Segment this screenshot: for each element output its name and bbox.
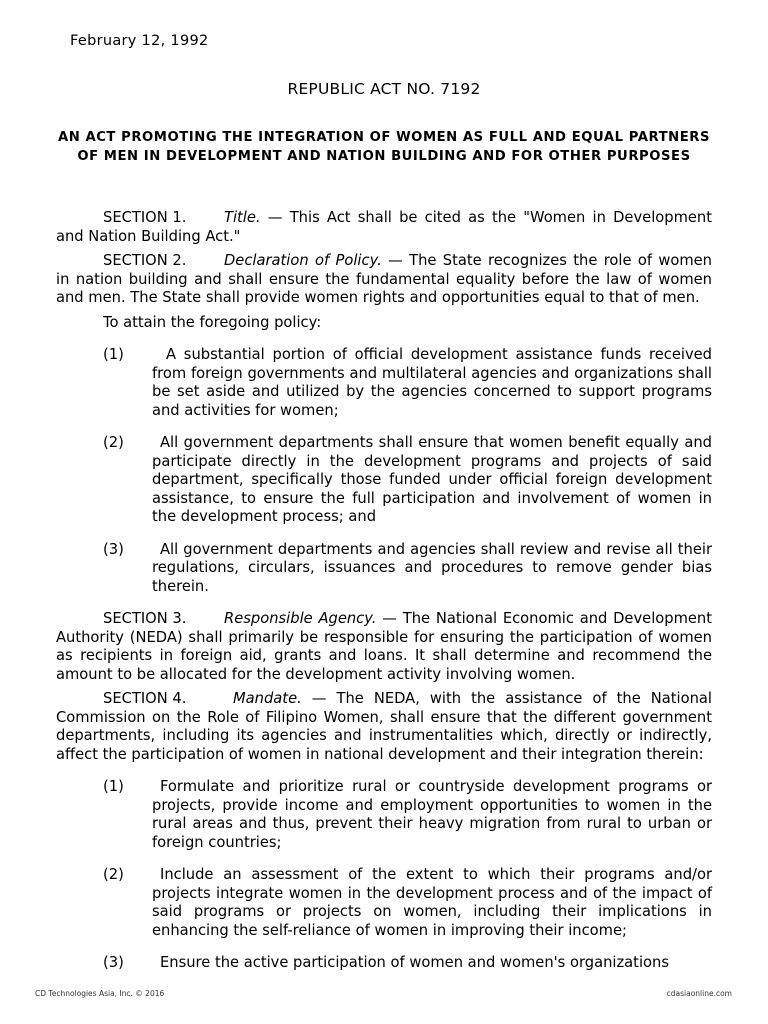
list-item-number: (1) (103, 346, 124, 363)
section-3-label: SECTION 3. (103, 610, 187, 627)
section-4-heading: Mandate. (233, 690, 302, 707)
act-number: REPUBLIC ACT NO. 7192 (287, 80, 481, 98)
list-item-text: Include an assessment of the extent to which their programs and/or projects integrate women in the development process and of the impact of said programs or projects on women, including their implications in enhancing the self-reliance of women in improving their income; (152, 866, 712, 939)
section-2-heading: Declaration of Policy. (224, 252, 382, 269)
list-item (56, 434, 712, 527)
section-3 (56, 610, 712, 684)
list-item-text: All government departments shall ensure that women benefit equally and participate directly in the development programs and projects of said department, specifically those funded under official foreign development assistance, to ensure the full participation and involvement of women in the development process; and (152, 434, 712, 525)
list-item-text: A substantial portion of official development assistance funds received from foreign governments and multilateral agencies and organizations shall be set aside and utilized by the agencies concerned to support programs and activities for women; (152, 346, 712, 419)
section-1-text: — This Act shall be cited as the "Women in Development and Nation Building Act." (56, 209, 712, 245)
section-1-label: SECTION 1. (103, 209, 187, 226)
section-2-text: — The State recognizes the role of women in nation building and shall ensure the fundamental equality before the law of women and men. The State shall provide women rights and opportunities equal to that of men. (56, 252, 712, 306)
list-item (56, 954, 712, 973)
section-2-label: SECTION 2. (103, 252, 187, 269)
list-item-number: (2) (103, 434, 124, 451)
section-1-heading: Title. (224, 209, 261, 226)
list-item-number: (2) (103, 866, 124, 883)
section-3-heading: Responsible Agency. (224, 610, 377, 627)
section-4-text: — The NEDA, with the assistance of the National Commission on the Role of Filipino Women, shall ensure that the different government departments, including its agencies and instrumentalities which, directly or indirectly, affect the participation of women in national development and their integration therein: (56, 690, 712, 763)
list-item-text: Formulate and prioritize rural or countryside development programs or projects, provide income and employment opportunities to women in the rural areas and thus, prevent their heavy migration from rural to urban or foreign countries; (152, 778, 712, 851)
list-item (56, 541, 712, 597)
list-item-number: (3) (103, 540, 124, 558)
footer-copyright: CD Technologies Asia, Inc. © 2016 (35, 989, 165, 998)
section-3-text: — The National Economic and Development Authority (NEDA) shall primarily be responsible for ensuring the participation of women as recipients in foreign aid, grants and loans. It shall determine and recommend the amount to be allocated for the development activity involving women. (56, 610, 712, 683)
section-4-label: SECTION 4. (103, 690, 187, 707)
list-item-number: (3) (103, 954, 124, 971)
section-4-list (56, 778, 712, 973)
list-item (56, 346, 712, 420)
list-item (56, 778, 712, 852)
list-item-text: All government departments and agencies shall review and revise all their regulations, circulars, issuances and procedures to remove gender bias therein. (152, 540, 712, 595)
section-2 (56, 252, 712, 308)
list-item-number: (1) (103, 778, 124, 795)
section-2-list (56, 346, 712, 596)
footer-website: cdasiaonline.com (666, 989, 732, 998)
list-item (56, 866, 712, 940)
section-2-lead: To attain the foregoing policy: (103, 313, 322, 331)
section-1 (56, 209, 712, 246)
list-item-text: Ensure the active participation of women and women's organizations (160, 954, 669, 971)
document-date: February 12, 1992 (70, 33, 209, 49)
act-title: AN ACT PROMOTING THE INTEGRATION OF WOMEN AS FULL AND EQUAL PARTNERS OF MEN IN DEVELOPMENT AND NATION BUILDING AND FOR OTHER PURPOSES (57, 130, 711, 164)
document-body (56, 209, 712, 987)
section-4 (56, 690, 712, 764)
